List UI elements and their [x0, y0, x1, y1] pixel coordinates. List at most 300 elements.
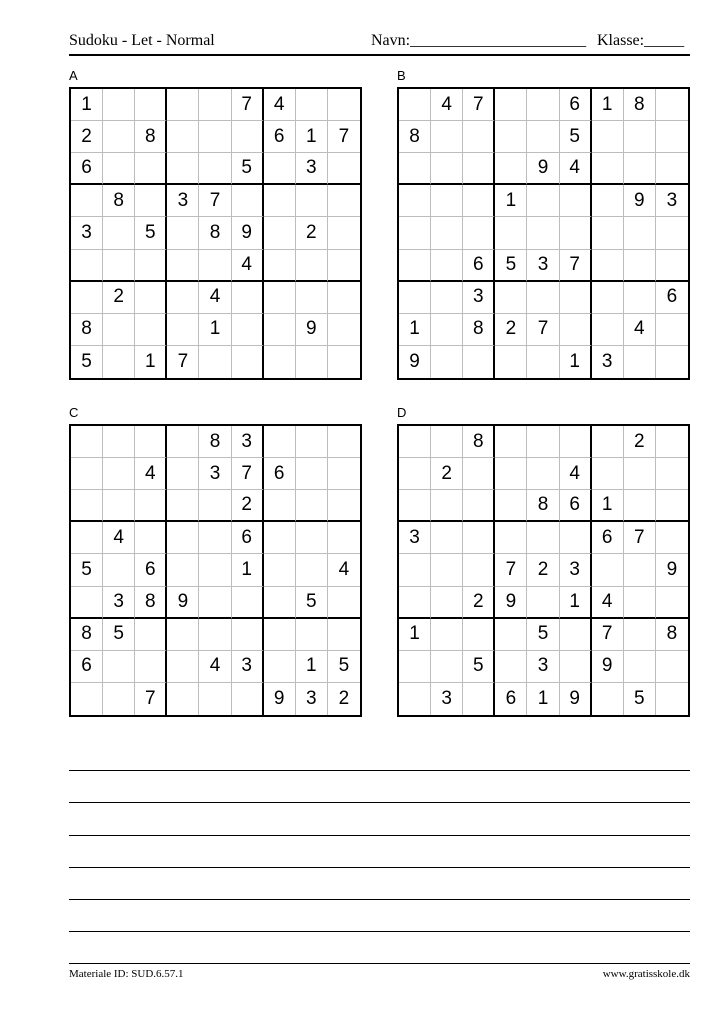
- sudoku-cell: 1: [592, 490, 624, 522]
- sudoku-cell: [624, 587, 656, 619]
- sudoku-cell: [103, 250, 135, 282]
- sudoku-cell: [264, 651, 296, 683]
- sudoku-cell: [296, 490, 328, 522]
- sudoku-cell: [135, 522, 167, 554]
- footer-divider: [69, 963, 690, 964]
- sudoku-cell: [463, 346, 495, 378]
- sudoku-cell: [167, 89, 199, 121]
- sudoku-cell: [431, 250, 463, 282]
- class-field-label: Klasse:_____: [597, 32, 685, 49]
- sudoku-cell: 2: [431, 458, 463, 490]
- writing-line: [69, 867, 690, 868]
- sudoku-cell: [71, 250, 103, 282]
- sudoku-cell: 1: [592, 89, 624, 121]
- sudoku-cell: [592, 282, 624, 314]
- sudoku-cell: [431, 282, 463, 314]
- writing-line: [69, 802, 690, 803]
- sudoku-cell: [656, 587, 688, 619]
- sudoku-cell: [167, 426, 199, 458]
- sudoku-cell: [232, 683, 264, 715]
- sudoku-cell: [592, 554, 624, 586]
- sudoku-cell: [495, 121, 527, 153]
- sudoku-cell: [592, 458, 624, 490]
- sudoku-cell: [431, 587, 463, 619]
- sudoku-cell: 5: [71, 346, 103, 378]
- sudoku-cell: [264, 282, 296, 314]
- sudoku-cell: 3: [232, 651, 264, 683]
- sudoku-cell: [560, 651, 592, 683]
- sudoku-cell: 7: [199, 185, 231, 217]
- sudoku-cell: [656, 522, 688, 554]
- sudoku-cell: 2: [495, 314, 527, 346]
- sudoku-cell: [560, 619, 592, 651]
- sudoku-cell: 1: [560, 587, 592, 619]
- sudoku-cell: [463, 185, 495, 217]
- sudoku-cell: [495, 282, 527, 314]
- sudoku-cell: 5: [560, 121, 592, 153]
- sudoku-cell: 9: [592, 651, 624, 683]
- sudoku-cell: [431, 217, 463, 249]
- sudoku-cell: [199, 89, 231, 121]
- sudoku-cell: [167, 153, 199, 185]
- sudoku-cell: [560, 185, 592, 217]
- sudoku-cell: 4: [560, 458, 592, 490]
- sudoku-cell: [264, 522, 296, 554]
- sudoku-cell: 6: [264, 121, 296, 153]
- sudoku-cell: [167, 458, 199, 490]
- sudoku-cell: [592, 250, 624, 282]
- sudoku-cell: [431, 426, 463, 458]
- sudoku-cell: 7: [560, 250, 592, 282]
- sudoku-cell: [232, 346, 264, 378]
- sudoku-cell: [232, 619, 264, 651]
- sudoku-cell: 3: [399, 522, 431, 554]
- sudoku-cell: [624, 346, 656, 378]
- sudoku-cell: [431, 619, 463, 651]
- sudoku-cell: [135, 153, 167, 185]
- sudoku-cell: 2: [71, 121, 103, 153]
- sudoku-cell: [264, 346, 296, 378]
- sudoku-cell: [495, 89, 527, 121]
- sudoku-cell: 8: [103, 185, 135, 217]
- sudoku-cell: 9: [167, 587, 199, 619]
- sudoku-cell: [135, 426, 167, 458]
- sudoku-cell: 9: [232, 217, 264, 249]
- sudoku-cell: [199, 250, 231, 282]
- sudoku-cell: [592, 426, 624, 458]
- sudoku-cell: 5: [624, 683, 656, 715]
- sudoku-cell: [296, 282, 328, 314]
- sudoku-cell: 1: [199, 314, 231, 346]
- sudoku-cell: [495, 651, 527, 683]
- sudoku-cell: 4: [624, 314, 656, 346]
- sudoku-cell: [463, 619, 495, 651]
- sudoku-cell: [495, 522, 527, 554]
- sudoku-cell: 9: [527, 153, 559, 185]
- sudoku-cell: [296, 619, 328, 651]
- sudoku-cell: 3: [103, 587, 135, 619]
- sudoku-cell: [656, 346, 688, 378]
- sudoku-cell: [296, 250, 328, 282]
- sudoku-cell: [103, 426, 135, 458]
- sudoku-cell: 9: [624, 185, 656, 217]
- sudoku-cell: [399, 282, 431, 314]
- sudoku-cell: [527, 458, 559, 490]
- sudoku-cell: 3: [199, 458, 231, 490]
- sudoku-cell: 5: [232, 153, 264, 185]
- sudoku-cell: [328, 185, 360, 217]
- sudoku-cell: [135, 314, 167, 346]
- sudoku-cell: [199, 346, 231, 378]
- sudoku-cell: [103, 554, 135, 586]
- sudoku-cell: [431, 522, 463, 554]
- sudoku-cell: 6: [495, 683, 527, 715]
- sudoku-cell: 4: [328, 554, 360, 586]
- sudoku-cell: [495, 490, 527, 522]
- sudoku-cell: 7: [232, 458, 264, 490]
- sudoku-cell: [232, 587, 264, 619]
- sudoku-cell: [264, 217, 296, 249]
- sudoku-cell: [592, 185, 624, 217]
- sudoku-cell: [656, 683, 688, 715]
- sudoku-cell: [167, 554, 199, 586]
- sudoku-cell: [296, 426, 328, 458]
- writing-line: [69, 931, 690, 932]
- sudoku-cell: [656, 217, 688, 249]
- sudoku-cell: 3: [463, 282, 495, 314]
- sudoku-cell: [103, 651, 135, 683]
- sudoku-cell: 2: [338, 687, 350, 709]
- sudoku-cell: 7: [463, 89, 495, 121]
- sudoku-cell: [264, 554, 296, 586]
- sudoku-cell: [656, 426, 688, 458]
- sudoku-cell: [495, 458, 527, 490]
- writing-line: [69, 770, 690, 771]
- sudoku-cell: 4: [103, 522, 135, 554]
- sudoku-cell: [199, 490, 231, 522]
- sudoku-cell: [656, 651, 688, 683]
- sudoku-cell: [399, 651, 431, 683]
- sudoku-cell: 8: [199, 217, 231, 249]
- sudoku-cell: 3: [71, 217, 103, 249]
- sudoku-cell: [135, 89, 167, 121]
- sudoku-cell: [527, 426, 559, 458]
- sudoku-cell: 1: [232, 554, 264, 586]
- sudoku-cell: 2: [103, 282, 135, 314]
- sudoku-cell: [167, 651, 199, 683]
- sudoku-cell: 3: [592, 346, 624, 378]
- page-footer: [69, 966, 690, 986]
- sudoku-cell: [103, 217, 135, 249]
- sudoku-cell: [399, 587, 431, 619]
- sudoku-grid-d: [397, 424, 690, 717]
- sudoku-cell: 7: [167, 346, 199, 378]
- sudoku-cell: [71, 282, 103, 314]
- sudoku-cell: 1: [560, 346, 592, 378]
- sudoku-cell: [527, 121, 559, 153]
- sudoku-cell: [296, 554, 328, 586]
- sudoku-cell: 8: [656, 619, 688, 651]
- sudoku-cell: [431, 314, 463, 346]
- sudoku-cell: [495, 346, 527, 378]
- sudoku-cell: 6: [135, 554, 167, 586]
- sudoku-cell: 1: [399, 314, 431, 346]
- sudoku-cell: [624, 250, 656, 282]
- sudoku-cell: [71, 683, 103, 715]
- sudoku-cell: 4: [592, 587, 624, 619]
- sudoku-cell: [232, 185, 264, 217]
- sudoku-cell: 1: [135, 346, 167, 378]
- sudoku-cell: [328, 282, 360, 314]
- sudoku-cell: 7: [624, 522, 656, 554]
- sudoku-cell: [463, 683, 495, 715]
- sudoku-cell: [328, 217, 360, 249]
- sudoku-cell: [624, 282, 656, 314]
- sudoku-cell: [296, 89, 328, 121]
- sudoku-cell: [399, 458, 431, 490]
- sudoku-cell: [560, 282, 592, 314]
- sudoku-cell: [103, 153, 135, 185]
- sudoku-cell: 1: [399, 619, 431, 651]
- sudoku-cell: [199, 121, 231, 153]
- sudoku-cell: [527, 185, 559, 217]
- sudoku-cell: [296, 346, 328, 378]
- sudoku-cell: [656, 458, 688, 490]
- sudoku-cell: [495, 426, 527, 458]
- writing-line: [69, 899, 690, 900]
- sudoku-cell: [328, 250, 360, 282]
- sudoku-cell: 9: [495, 587, 527, 619]
- sudoku-cell: 2: [624, 426, 656, 458]
- sudoku-grid-b: [397, 87, 690, 380]
- sudoku-cell: [624, 554, 656, 586]
- puzzle-label-a: A: [69, 68, 78, 83]
- sudoku-cell: [399, 683, 431, 715]
- sudoku-cell: [71, 426, 103, 458]
- sudoku-cell: [399, 217, 431, 249]
- sudoku-cell: 4: [264, 89, 296, 121]
- sudoku-cell: [495, 217, 527, 249]
- sudoku-cell: 5: [495, 250, 527, 282]
- sudoku-cell: 3: [527, 651, 559, 683]
- sudoku-cell: [560, 522, 592, 554]
- sudoku-cell: 3: [232, 426, 264, 458]
- sudoku-cell: 3: [560, 554, 592, 586]
- sudoku-cell: [399, 490, 431, 522]
- sudoku-cell: 4: [199, 651, 231, 683]
- sudoku-cell: [656, 89, 688, 121]
- sudoku-cell: [199, 554, 231, 586]
- sudoku-cell: [135, 490, 167, 522]
- sudoku-cell: [71, 587, 103, 619]
- sudoku-cell: [328, 89, 360, 121]
- sudoku-cell: 8: [71, 314, 103, 346]
- sudoku-cell: 9: [560, 683, 592, 715]
- sudoku-cell: [463, 522, 495, 554]
- sudoku-cell: 5: [103, 619, 135, 651]
- sudoku-cell: [463, 121, 495, 153]
- sudoku-cell: 8: [135, 121, 167, 153]
- sudoku-cell: 1: [71, 89, 103, 121]
- sudoku-cell: [103, 121, 135, 153]
- sudoku-cell: [656, 153, 688, 185]
- sudoku-cell: [463, 490, 495, 522]
- sudoku-cell: [264, 587, 296, 619]
- sudoku-cell: 7: [328, 121, 360, 153]
- sudoku-cell: [167, 250, 199, 282]
- sudoku-cell: 8: [624, 89, 656, 121]
- sudoku-cell: [656, 121, 688, 153]
- sudoku-cell: [135, 651, 167, 683]
- sudoku-cell: 8: [399, 121, 431, 153]
- sudoku-cell: [527, 587, 559, 619]
- puzzle-label-c: C: [69, 405, 79, 420]
- sudoku-cell: [199, 522, 231, 554]
- sudoku-cell: [592, 121, 624, 153]
- sudoku-cell: [232, 282, 264, 314]
- sudoku-cell: [135, 185, 167, 217]
- sudoku-cell: [431, 121, 463, 153]
- sudoku-cell: [527, 282, 559, 314]
- sudoku-cell: 5: [463, 651, 495, 683]
- sudoku-cell: [328, 426, 360, 458]
- sudoku-cell: [431, 153, 463, 185]
- sudoku-cell: 2: [527, 554, 559, 586]
- sudoku-cell: [399, 554, 431, 586]
- sudoku-cell: [624, 490, 656, 522]
- sudoku-cell: 7: [495, 554, 527, 586]
- sudoku-cell: [624, 217, 656, 249]
- sudoku-cell: [463, 554, 495, 586]
- header-divider: [69, 54, 690, 56]
- sudoku-cell: [167, 683, 199, 715]
- sudoku-cell: [463, 153, 495, 185]
- sudoku-cell: [624, 651, 656, 683]
- sudoku-cell: 4: [135, 458, 167, 490]
- sudoku-cell: [264, 250, 296, 282]
- sudoku-cell: 8: [527, 490, 559, 522]
- sudoku-cell: [103, 683, 135, 715]
- sudoku-cell: 6: [560, 89, 592, 121]
- puzzle-label-d: D: [397, 405, 407, 420]
- sudoku-cell: 8: [463, 426, 495, 458]
- sudoku-cell: [560, 217, 592, 249]
- sudoku-cell: 7: [135, 683, 167, 715]
- sudoku-cell: 9: [296, 314, 328, 346]
- sudoku-cell: [592, 217, 624, 249]
- sudoku-cell: [232, 314, 264, 346]
- sudoku-cell: 9: [399, 346, 431, 378]
- sudoku-cell: [328, 522, 360, 554]
- sudoku-cell: [431, 651, 463, 683]
- sudoku-cell: [167, 217, 199, 249]
- sudoku-cell: 9: [264, 683, 296, 715]
- sudoku-cell: 5: [71, 554, 103, 586]
- sudoku-cell: 5: [328, 651, 360, 683]
- sudoku-cell: [560, 314, 592, 346]
- sudoku-cell: [199, 587, 231, 619]
- sudoku-cell: 7: [592, 619, 624, 651]
- sudoku-cell: [103, 490, 135, 522]
- sudoku-cell: [495, 619, 527, 651]
- sudoku-cell: [296, 185, 328, 217]
- sudoku-cell: [167, 121, 199, 153]
- sudoku-cell: [264, 619, 296, 651]
- sudoku-cell: 5: [296, 587, 328, 619]
- puzzle-label-b: B: [397, 68, 406, 83]
- sudoku-cell: [463, 458, 495, 490]
- sudoku-cell: [624, 121, 656, 153]
- sudoku-cell: [135, 619, 167, 651]
- sudoku-cell: [264, 153, 296, 185]
- sudoku-cell: [495, 153, 527, 185]
- sudoku-cell: 4: [232, 250, 264, 282]
- sudoku-cell: 1: [296, 121, 328, 153]
- sudoku-cell: 4: [199, 282, 231, 314]
- sudoku-cell: 4: [431, 89, 463, 121]
- sudoku-cell: 6: [463, 250, 495, 282]
- name-field-label: Navn:______________________: [371, 32, 587, 49]
- sudoku-cell: 3: [431, 683, 463, 715]
- sudoku-cell: 8: [135, 587, 167, 619]
- sudoku-cell: [199, 683, 231, 715]
- sudoku-cell: 9: [656, 554, 688, 586]
- website-url: www.gratisskole.dk: [602, 968, 690, 980]
- sudoku-cell: 6: [560, 490, 592, 522]
- sudoku-cell: 3: [167, 185, 199, 217]
- sudoku-cell: [656, 250, 688, 282]
- sudoku-cell: [264, 314, 296, 346]
- sudoku-cell: 3: [296, 153, 328, 185]
- sudoku-cell: [71, 458, 103, 490]
- sudoku-cell: 6: [264, 458, 296, 490]
- sudoku-cell: [167, 619, 199, 651]
- sudoku-cell: [463, 217, 495, 249]
- sudoku-cell: [71, 490, 103, 522]
- sudoku-cell: [264, 185, 296, 217]
- sudoku-grid-c: [69, 424, 362, 717]
- worksheet-title: Sudoku - Let - Normal: [69, 32, 215, 49]
- sudoku-cell: [624, 458, 656, 490]
- sudoku-cell: [167, 314, 199, 346]
- sudoku-grid-a: [69, 87, 362, 380]
- sudoku-cell: 7: [527, 314, 559, 346]
- material-id: Materiale ID: SUD.6.57.1: [69, 968, 184, 980]
- writing-line: [69, 835, 690, 836]
- sudoku-cell: [624, 153, 656, 185]
- sudoku-cell: [328, 619, 360, 651]
- sudoku-cell: [328, 490, 360, 522]
- sudoku-cell: [527, 346, 559, 378]
- sudoku-cell: 2: [463, 587, 495, 619]
- sudoku-cell: 3: [296, 683, 328, 715]
- sudoku-cell: [199, 619, 231, 651]
- sudoku-cell: 2: [232, 490, 264, 522]
- sudoku-cell: [656, 490, 688, 522]
- sudoku-cell: [431, 346, 463, 378]
- page-header: [69, 30, 690, 52]
- sudoku-cell: [399, 426, 431, 458]
- sudoku-cell: 1: [527, 683, 559, 715]
- sudoku-cell: 8: [463, 314, 495, 346]
- sudoku-cell: [167, 490, 199, 522]
- sudoku-cell: [135, 282, 167, 314]
- sudoku-cell: 8: [71, 619, 103, 651]
- sudoku-cell: [296, 458, 328, 490]
- sudoku-cell: [592, 153, 624, 185]
- sudoku-cell: [527, 89, 559, 121]
- sudoku-cell: 1: [296, 651, 328, 683]
